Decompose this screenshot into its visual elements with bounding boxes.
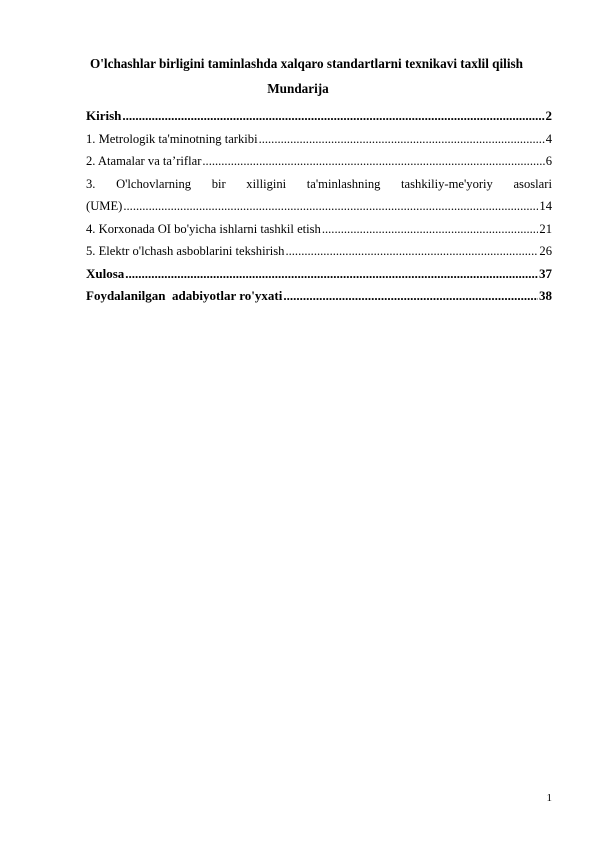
toc-entry-adabiyotlar[interactable] [86,285,552,308]
toc-entry-label: 5. Elektr o'lchash asboblarini tekshirish [86,244,285,258]
toc-entry-kirish[interactable] [86,105,552,128]
toc-entry-label: 1. Metrologik ta'minotning tarkibi [86,131,258,146]
page-number: 1 [546,792,552,804]
toc-entry-3-line-2[interactable] [86,195,552,218]
toc-entry-page: 38 [539,288,552,303]
dot-leader [285,240,538,263]
toc-entry-page: 37 [539,265,552,281]
document-title: O'lchashlar birligini taminlashda xalqaro standartlarni texnikavi taxlil qilish [90,56,523,71]
toc-entry-1[interactable] [86,128,552,151]
toc-entry-label: 4. Korxonada OI bo'yicha ishlarni tashkil etish [86,221,321,236]
toc-entry-page: 6 [545,154,552,168]
dot-leader [123,195,538,218]
toc-entry-label: Foydalanilgan adabiyotlar ro'yxati [86,288,283,303]
toc-entry-page: 4 [545,131,552,146]
toc-entry-page: 26 [539,244,552,258]
dot-leader [259,128,545,151]
toc-word: tashkiliy-me'yoriy [401,176,493,191]
toc-word: asoslari [513,176,552,191]
toc-entry-5[interactable] [86,240,552,263]
toc-entry-page: 2 [545,108,552,123]
toc-word: O'lchovlarning [116,176,192,191]
dot-leader [202,150,544,173]
toc-word: bir [211,176,226,191]
toc-word: ta'minlashning [306,176,381,191]
toc-word: 3. [86,176,96,191]
toc-word: xilligini [246,176,287,191]
toc-entry-3-line-1[interactable] [86,173,552,196]
toc-entry-4[interactable] [86,218,552,241]
toc-entry-label: Xulosa [86,265,125,281]
toc-entry-xulosa[interactable] [86,263,552,286]
toc-entry-label: (UME) [86,199,123,213]
toc-entry-label: 2. Atamalar va ta’riflar [86,154,202,168]
toc-heading: Mundarija [267,81,329,96]
dot-leader [125,263,538,286]
toc-entry-page: 21 [539,221,552,236]
toc-entry-label: Kirish [86,108,122,123]
toc-entry-2[interactable] [86,150,552,173]
dot-leader [122,105,544,128]
table-of-contents [86,105,552,308]
dot-leader [283,285,538,308]
dot-leader [322,218,539,241]
toc-entry-page: 14 [539,199,552,213]
